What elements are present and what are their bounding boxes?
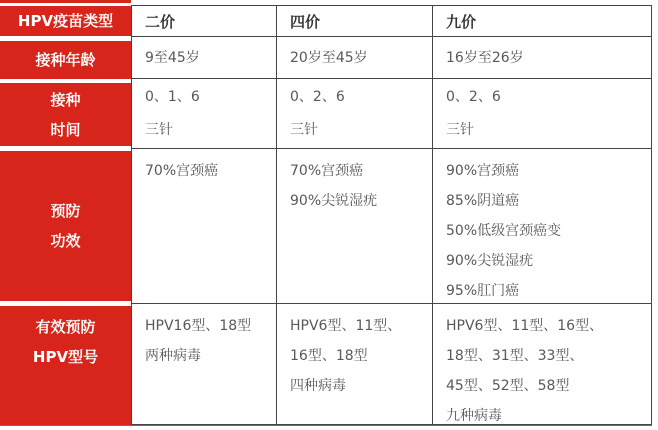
row-label-prevention	[0, 151, 131, 301]
col-header-text: 四价	[290, 12, 321, 31]
col-header-text: 九价	[446, 12, 477, 31]
row-label-text: 功效	[50, 232, 81, 250]
table-cell-schedule-bivalent	[132, 79, 277, 149]
row-label-text: 预防	[50, 202, 81, 220]
row-label-schedule	[0, 83, 131, 146]
row-label-text: 时间	[50, 120, 81, 139]
cell-line: 0、2、6	[290, 88, 345, 105]
cell-line: HPV16型、18型	[145, 318, 252, 334]
row-label-text: 接种	[50, 90, 81, 109]
col-header-nonavalent	[433, 6, 652, 37]
cell-line: 三针	[446, 121, 474, 138]
table-cell-schedule-quadrivalent	[277, 79, 433, 149]
cell-line: 三针	[145, 121, 173, 138]
table-cell-schedule-nonavalent	[433, 79, 652, 149]
cell-line: 16岁至26岁	[446, 49, 524, 66]
corner-header-label: HPV疫苗类型	[17, 12, 114, 30]
cell-line: 四种病毒	[290, 378, 346, 394]
data-grid	[131, 5, 652, 425]
cell-line: 九种病毒	[446, 408, 502, 424]
cell-line: 两种病毒	[145, 348, 201, 364]
row-label-text: 接种年龄	[35, 51, 96, 69]
col-header-text: 二价	[145, 12, 176, 31]
cell-line: 三针	[290, 121, 318, 138]
cell-line: 70%宫颈癌	[290, 163, 364, 179]
corner-header-cell	[0, 6, 131, 36]
cell-line: 0、2、6	[446, 88, 501, 105]
row-label-age	[0, 41, 131, 79]
cell-line: 95%肛门癌	[446, 283, 520, 299]
table-cell-prevention-quadrivalent	[277, 149, 433, 304]
cell-line: 0、1、6	[145, 88, 200, 105]
table-cell-age-bivalent	[132, 37, 277, 79]
red-top-strip	[0, 0, 131, 3]
cell-line: 90%尖锐湿疣	[290, 193, 378, 209]
table-cell-types-bivalent	[132, 304, 277, 425]
table-cell-age-nonavalent	[433, 37, 652, 79]
row-label-text: 有效预防	[35, 318, 96, 336]
col-header-quadrivalent	[277, 6, 433, 37]
cell-line: 70%宫颈癌	[145, 163, 219, 179]
cell-line: HPV6型、11型、	[290, 318, 402, 334]
col-header-bivalent	[132, 6, 277, 37]
cell-line: 90%尖锐湿疣	[446, 253, 534, 269]
table-cell-prevention-nonavalent	[433, 149, 652, 304]
cell-line: 18型、31型、33型、	[446, 348, 584, 364]
cell-line: 85%阴道癌	[446, 193, 520, 209]
cell-line: 16型、18型	[290, 348, 368, 364]
cell-line: 9至45岁	[145, 49, 200, 66]
cell-line: 20岁至45岁	[290, 49, 368, 66]
table-cell-age-quadrivalent	[277, 37, 433, 79]
table-bottom-border	[0, 425, 652, 426]
cell-line: HPV6型、11型、16型、	[446, 318, 604, 334]
row-label-hpv-types	[0, 306, 131, 425]
table-cell-types-nonavalent	[433, 304, 652, 425]
cell-line: 90%宫颈癌	[446, 163, 520, 179]
cell-line: 50%低级宫颈癌变	[446, 223, 562, 239]
cell-line: 45型、52型、58型	[446, 378, 570, 394]
table-cell-types-quadrivalent	[277, 304, 433, 425]
table-cell-prevention-bivalent	[132, 149, 277, 304]
row-label-text: HPV型号	[32, 348, 99, 366]
